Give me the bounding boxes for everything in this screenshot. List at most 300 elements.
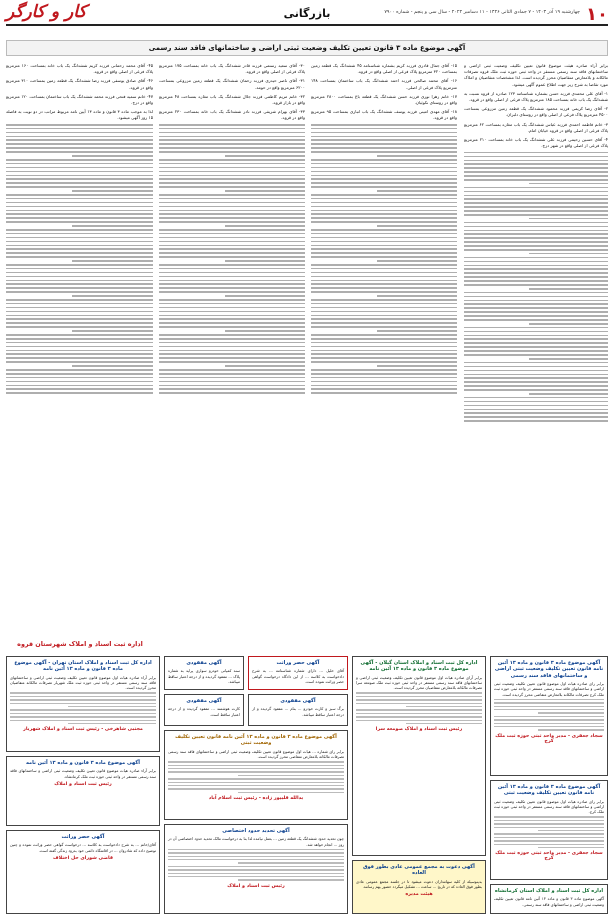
text-line [529,358,608,360]
text-line [311,381,457,383]
text-line [6,357,153,359]
text-line [159,256,305,258]
text-line [159,276,305,278]
text-line [159,233,305,235]
text-line [159,373,305,375]
text-line [6,377,153,379]
text-line [538,712,604,713]
text-line [464,245,608,247]
ad-body: برابر رای شماره ... هیات اول موضوع قانون تعیین تکلیف وضعیت ثبتی اراضی و ساختمانهای فاقد سند رسمی تصرفات مالکانه بلامعارض متقاضی محرز گردیده است. [168,748,344,760]
text-line [168,876,344,877]
text-line [6,353,153,355]
text-line [6,256,153,258]
text-line [159,361,305,363]
text-line [10,699,156,700]
text-line [159,272,305,274]
ad-signature: رئیس ثبت اسناد و املاک [54,781,112,787]
text-line [168,852,344,853]
text-line [159,159,305,161]
ad-notice [164,694,244,726]
text-line [311,326,457,328]
text-line [464,175,608,177]
text-line [159,147,305,149]
text-line [159,178,305,180]
text-line [464,241,608,243]
text-line [6,287,153,289]
text-line [311,151,457,153]
text-line [159,346,305,348]
paragraph: برابر آراء صادره هیئت موضوع قانون تعیین تکلیف وضعیت ثبتی اراضی و ساختمانهای فاقد سند رسمی مستقر در واحد ثبتی حوزه ثبت ملک قروه تصرفات مالکانه و بلامعارض متقاضیان محرز گردیده است. لذا مشخصات متقاضیان و املاک مورد تقاضا به شرح زیر جهت اطلاع عموم آگهی میشود. [464,63,608,87]
text-line [464,366,608,368]
text-line [225,365,305,367]
text-line [464,195,608,197]
text-line [6,315,153,317]
text-line [464,374,608,376]
text-line [464,362,608,364]
text-line [356,720,482,721]
text-line [159,264,305,266]
text-line [6,237,153,239]
text-filler [6,124,153,394]
text-line [168,782,344,783]
ad-body: آگهی موضوع ماده ۳ قانون و ماده ۱۳ آئین نامه قانون تعیین تکلیف وضعیت ثبتی اراضی و ساختمانهای فاقد سند رسمی. [494,896,605,907]
text-line [311,385,457,387]
text-line [494,716,604,717]
text-line [464,401,608,403]
text-line [464,257,608,259]
text-line [159,124,305,126]
text-filler [494,699,604,731]
paragraph: ۱- آقای علی محمدی فرزند حسن بشماره شناسنامه ۱۲۳ صادره از قروه نسبت به ششدانگ یک باب خانه بمساحت ۱۸۵ مترمربع پلاک فرعی از اصلی واقع در قروه. [464,90,608,103]
text-line [494,820,604,821]
text-line [311,283,457,285]
paragraph: ۳۰- آقای سعید رستمی فرزند قادر ششدانگ یک باب خانه بمساحت ۱۷۵ مترمربع پلاک فرعی از اصلی واقع در قروه. [159,63,305,75]
text-line [311,369,457,371]
text-filler [10,692,156,724]
text-line [168,785,344,786]
text-line [464,179,608,181]
paragraph: ۲- آقای رضا کریمی فرزند محمود ششدانگ یک قطعه زمین مزروعی بمساحت ۴۵۰۰ مترمربع پلاک فرعی از اصلی واقع در روستای دلبران. [464,106,608,118]
paragraph: ۳- خانم فاطمه احمدی فرزند عباس ششدانگ یک باب مغازه بمساحت ۶۲ مترمربع پلاک فرعی از اصلی واقع در قروه خیابان امام. [464,121,608,133]
text-line [464,346,608,348]
text-line [464,377,608,379]
text-line [311,346,457,348]
text-line [159,163,305,165]
text-line [159,241,305,243]
text-line [529,253,608,255]
text-line [6,283,153,285]
text-line [311,237,457,239]
text-line [159,171,305,173]
text-line [311,287,457,289]
text-line [168,849,344,850]
text-filler [168,761,344,793]
ad-title: اداره کل ثبت اسناد و املاک استان کرمانشاه [494,888,604,894]
paragraph: لذا به موجب ماده ۳ قانون و ماده ۱۳ آیین نامه مربوط مراتب در دو نوبت به فاصله ۱۵ روز آگهی میشود. [6,109,153,121]
text-line [6,350,153,352]
article-column-1 [464,60,608,635]
text-line [464,198,608,200]
text-line [6,338,153,340]
text-line [159,221,305,223]
masthead [6,4,608,26]
ad-title: آگهی مفقودی [186,660,222,666]
text-line [464,210,608,212]
text-line [464,280,608,282]
text-line [311,143,457,145]
text-line [464,405,608,407]
text-line [6,326,153,328]
ad-title: اداره کل ثبت اسناد و املاک استان گیلان - آگهی موضوع ماده ۳ قانون و ماده ۱۳ آئین نامه [360,660,478,673]
text-line [464,292,608,294]
text-line [72,330,153,332]
text-line [6,334,153,336]
text-line [494,840,604,841]
text-line [6,202,153,204]
text-line [159,353,305,355]
text-line [464,335,608,337]
ad-body: برابر رای صادره هیات اول موضوع قانون تعیین تکلیف وضعیت ثبتی اراضی و ساختمانهای فاقد سند رسمی مستقر در واحد ثبتی حوزه ثبت ملک کرج تصرفات مالکانه بلامعارض متقاضی محرز گردیده است. [494,681,604,697]
text-line [6,159,153,161]
text-line [6,381,153,383]
page-number: ۱۰ [586,4,608,25]
ad-title: آگهی حصر وراثت [276,660,320,666]
text-line [464,214,608,216]
text-line [464,163,608,165]
text-line [6,322,153,324]
text-line [159,252,305,254]
text-line [464,167,608,169]
text-line [6,229,153,231]
text-line [311,307,457,309]
text-line [159,132,305,134]
newspaper-logo: کار و کارگر [6,2,87,22]
text-line [311,186,457,188]
text-filler [494,816,604,848]
text-line [311,377,457,379]
text-line [494,844,604,845]
text-line [6,221,153,223]
ad-title: آگهی مفقودی [280,698,316,704]
paragraph: ۴۷- خانم سمیه فتحی فرزند محمد ششدانگ یک باب ساختمان بمساحت ۱۲۰ مترمربع واقع در دزج. [6,93,153,106]
paragraph: ۳۳- آقای بهرام شریفی فرزند نادر ششدانگ یک باب خانه بمساحت ۲۳۰ مترمربع واقع در قروه. [159,109,305,121]
text-line [311,241,457,243]
text-line [311,206,457,208]
paragraph: ۱۸- آقای مهدی امینی فرزند یوسف ششدانگ یک باب انباری بمساحت ۹۵ مترمربع واقع در قروه. [311,109,457,121]
text-line [68,723,156,724]
text-line [159,388,305,390]
ad-body: برابر آراء صادره هیات اول موضوع قانون تعیین تکلیف وضعیت ثبتی اراضی و ساختمانهای فاقد سند رسمی مستقر در واحد ثبتی حوزه ثبت ملک شهریار تصرفات مالکانه متقاضیان محرز گردیده است. [10,674,156,691]
text-line [6,210,153,212]
text-line [168,856,344,857]
text-line [464,187,608,189]
text-line [159,198,305,200]
text-line [311,252,457,254]
text-line [356,709,482,710]
text-line [159,299,305,301]
text-line [494,816,604,817]
text-line [356,692,482,693]
text-line [464,420,608,422]
text-line [464,272,608,274]
text-line [6,175,153,177]
text-line [311,373,457,375]
text-line [6,342,153,344]
ad-signature: قاضی شورای حل اختلاف [53,855,113,861]
text-line [10,696,156,697]
text-line [311,276,457,278]
text-line [311,178,457,180]
ad-body: برابر آراء صادره هیات موضوع قانون تعیین تکلیف وضعیت ثبتی اراضی و ساختمانهای فاقد سند رسمی مستقر در واحد ثبتی حوزه ثبت ملک کرمانشاه. [10,768,156,779]
text-line [159,213,305,215]
text-line [6,346,153,348]
text-filler [168,849,344,881]
text-line [311,182,457,184]
text-line [72,155,153,157]
text-line [464,265,608,267]
text-line [6,233,153,235]
text-line [168,778,344,779]
text-line [225,225,305,227]
text-line [159,369,305,371]
ad-signature: سجاد جعفری - مدیر واحد ثبتی حوزه ثبت ملک کرج [495,851,603,862]
text-line [464,261,608,263]
text-line [464,249,608,251]
text-line [10,716,156,717]
ad-notice [248,694,348,726]
text-line [6,124,153,126]
text-line [168,869,344,870]
text-line [494,709,604,710]
text-line [6,128,153,130]
text-line [6,136,153,138]
ad-title: آگهی مفقودی [186,698,222,704]
ad-notice [490,884,608,914]
text-line [168,761,344,762]
text-line [6,252,153,254]
text-line [159,167,305,169]
text-line [464,233,608,235]
text-line [311,256,457,258]
text-line [6,248,153,250]
text-line [311,136,457,138]
text-line [159,381,305,383]
paragraph: ۱۵- آقای جمال قادری فرزند کریم بشماره شناسنامه ۴۵ ششدانگ یک قطعه زمین بمساحت ۳۲۰ مترمربع پلاک فرعی از اصلی واقع در قروه. [311,63,457,75]
text-line [159,338,305,340]
ad-title: آگهی تحدید حدود اختصاصی [222,828,290,834]
text-line [6,186,153,188]
dateline: چهارشنبه ۱۹ آذر ۱۴۰۳ - ۷ جمادی الثانی ۱۴۴۶ - ۱۱ دسامبر ۲۰۲۴ - سال سی و پنجم - شماره ۷۹۰۰ [384,10,580,15]
text-line [6,303,153,305]
text-line [464,385,608,387]
text-line [159,245,305,247]
text-line [159,303,305,305]
text-line [6,143,153,145]
text-line [311,139,457,141]
text-line [10,720,156,721]
ad-signature: هیئت مدیره [405,892,433,898]
text-line [311,264,457,266]
text-line [168,873,344,874]
text-line [464,268,608,270]
text-line [6,167,153,169]
text-line [494,833,604,834]
ad-body: برابر آرای صادره هیات اول موضوع قانون تعیین تکلیف وضعیت ثبتی اراضی و ساختمانهای فاقد سند رسمی مستقر در واحد ثبتی حوزه ثبت ملک صومعه سرا تصرفات مالکانه بلامعارض متقاضیان محرز گردیده است. [356,674,482,691]
text-line [377,295,457,297]
text-line [311,280,457,282]
text-line [311,167,457,169]
text-line [529,323,608,325]
text-line [159,186,305,188]
text-line [159,229,305,231]
ad-body: چون تحدید حدود ششدانگ یک قطعه زمین ... بعمل نیامده لذا بنا به درخواست مالک تحدید حدود اختصاصی آن در روز ... انجام خواهد شد. [168,836,344,847]
text-line [159,143,305,145]
text-line [464,307,608,309]
text-line [6,369,153,371]
text-line [6,194,153,196]
text-line [168,859,344,860]
text-line [159,287,305,289]
text-line [464,296,608,298]
paragraph: ۴- آقای حسین رحیمی فرزند علی ششدانگ یک باب خانه بمساحت ۲۱۰ مترمربع پلاک فرعی از اصلی واقع در شهر دزج. [464,137,608,149]
ad-title: آگهی موضوع ماده ۳ قانون و ماده ۱۳ آئین نامه قانون تعیین تکلیف وضعیت ثبتی [497,784,601,797]
text-line [238,775,344,776]
text-line [159,377,305,379]
text-line [311,392,457,394]
text-line [311,198,457,200]
text-line [6,318,153,320]
text-line [311,202,457,204]
text-filler [464,152,608,422]
ad-notice [352,656,486,856]
text-line [311,171,457,173]
text-line [6,206,153,208]
text-line [406,723,482,724]
text-line [356,703,482,704]
text-line [311,388,457,390]
text-line [311,361,457,363]
text-line [464,319,608,321]
text-line [311,303,457,305]
text-line [159,151,305,153]
text-line [159,334,305,336]
text-line [464,303,608,305]
ad-title: اداره کل ثبت اسناد و املاک استان تهران - آگهی موضوع ماده ۳ قانون و ماده ۱۳ آئین نامه [14,660,152,673]
text-line [238,879,344,880]
ad-body: آقای/خانم ... به شرح دادخواست به کلاسه ... درخواست گواهی حصر وراثت نموده و چنین توضیح داده که شادروان ... در اقامتگاه دائمی خود بدرود زندگی گفته است. [10,842,156,853]
text-line [159,307,305,309]
text-line [168,788,344,789]
text-line [6,139,153,141]
text-line [311,132,457,134]
ad-body: برگ سبز و کارت خودرو ... بنام ... مفقود گردیده و از درجه اعتبار ساقط میباشد. [252,706,344,717]
text-line [311,229,457,231]
text-line [6,264,153,266]
ad-notice [164,730,348,820]
ad-body: سند کمپانی خودرو سواری پراید به شماره پلاک ... مفقود گردیده و از درجه اعتبار ساقط میباشد. [168,668,240,684]
ad-signature: مجتبی شاهرخی - رئیس ثبت اسناد و املاک شهریار [23,727,143,733]
text-line [377,330,457,332]
text-line [538,830,604,831]
text-line [159,206,305,208]
text-line [464,331,608,333]
text-line [464,226,608,228]
text-line [6,182,153,184]
text-line [464,315,608,317]
text-line [168,768,344,769]
text-line [6,291,153,293]
text-line [356,699,482,700]
text-line [311,357,457,359]
ad-notice [164,824,348,914]
text-line [6,217,153,219]
text-line [494,837,604,838]
section-name: بازرگانی [283,7,331,20]
ad-notice [164,656,244,690]
text-line [238,862,344,863]
text-line [6,213,153,215]
text-line [464,389,608,391]
text-line [494,702,604,703]
text-line [311,334,457,336]
text-line [377,190,457,192]
text-line [494,726,604,727]
text-line [6,241,153,243]
text-line [464,206,608,208]
text-line [6,361,153,363]
text-line [311,338,457,340]
text-line [464,412,608,414]
ad-signature: سجاد جعفری - مدیر واحد ثبتی حوزه ثبت ملک کرج [495,733,603,744]
text-line [464,156,608,158]
text-line [6,268,153,270]
issuer-signature: اداره ثبت اسناد و املاک شهرستان قروه [17,640,143,648]
ad-body: برابر رای صادره هیات اول موضوع قانون تعیین تکلیف وضعیت ثبتی اراضی و ساختمانهای فاقد سند رسمی مستقر در واحد ثبتی حوزه ثبت ملک کرج. [494,798,604,815]
ad-notice [6,756,160,826]
text-line [159,210,305,212]
text-line [464,327,608,329]
text-line [6,245,153,247]
text-line [159,291,305,293]
text-line [6,163,153,165]
text-line [311,210,457,212]
text-line [159,342,305,344]
notice-title: آگهی موضوع ماده ۳ قانون تعیین تکلیف وضعیت ثبتی اراضی و ساختمانهای فاقد سند رسمی [6,40,608,56]
text-line [529,183,608,185]
text-line [406,706,482,707]
text-line [72,190,153,192]
ad-notice [490,780,608,880]
text-line [159,280,305,282]
text-line [159,175,305,177]
text-line [494,719,604,720]
text-line [168,771,344,772]
text-line [72,260,153,262]
text-line [464,300,608,302]
text-line [6,132,153,134]
text-line [10,713,156,714]
ad-body: آقای خلیل ... دارای شماره شناسنامه ... به شرح دادخواست به کلاسه ... از این دادگاه درخواست گواهی حصر وراثت نموده است. [252,668,344,684]
paragraph: ۳۱- آقای ناصر حیدری فرزند رحمان ششدانگ یک قطعه زمین مزروعی بمساحت ۶۲۰۰ مترمربع واقع در حومه. [159,78,305,90]
text-line [311,272,457,274]
text-line [311,315,457,317]
text-line [464,160,608,162]
ad-title: آگهی موضوع ماده ۳ قانون و ماده ۱۳ آئین نامه قانون تعیین تکلیف وضعیت ثبتی اراضی و ساختمانهای فاقد سند رسمی [494,660,604,679]
text-line [311,342,457,344]
ad-title: آگهی حصر وراثت [61,834,105,840]
ad-title: آگهی موضوع ماده ۳ قانون و ماده ۱۳ آئین نامه [26,760,140,766]
paragraph: ۱۷- خانم زهرا نوری فرزند حسن ششدانگ یک قطعه باغ بمساحت ۲۸۰۰ مترمربع واقع در روستای نکوئیان. [311,93,457,106]
